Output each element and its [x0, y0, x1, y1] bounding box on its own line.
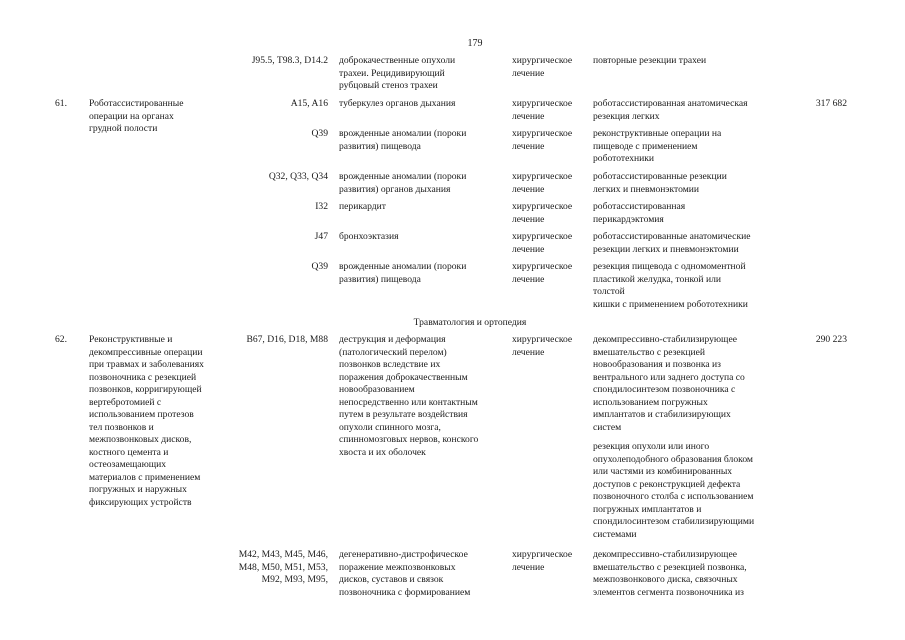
g61-row-method: роботассистированные резекции легких и пневмонэктомии — [593, 171, 727, 195]
g61-row-method: роботассистированные анатомические резекции легких и пневмонэктомии — [593, 231, 751, 255]
g61-row-treatment: хирургическое лечение — [512, 201, 573, 225]
g61-row-model: перикардит — [339, 201, 386, 212]
g62-row2-codes: M42, M43, M45, M46, M48, M50, M51, M53, M92, M93, M95, — [238, 549, 328, 585]
g62-row1-method-b: резекция опухоли или иного опухолеподобного образования блоком или частями из комбинированных доступов с реконструкцией дефекта позвоночного столба с использованием погружных имплантатов и спондилосинтезом стабилизирующими системами — [593, 441, 755, 540]
section-title: Травматология и ортопедия — [413, 317, 527, 328]
g61-row-treatment: хирургическое лечение — [512, 261, 573, 285]
group-61-name: Роботассистированные операции на органах грудной полости — [89, 98, 184, 134]
g61-row-codes: J47 — [314, 231, 328, 242]
g61-row-treatment: хирургическое лечение — [512, 231, 573, 255]
group-61-cost: 317 682 — [815, 98, 847, 109]
g61-row-model: бронхоэктазия — [339, 231, 399, 242]
prelude-model: доброкачественные опухоли трахеи. Рецидивирующий рубцовый стеноз трахеи — [339, 55, 456, 91]
g62-row2-treatment: хирургическое лечение — [512, 549, 573, 573]
page-number: 179 — [467, 38, 483, 49]
g62-row2-method: декомпрессивно-стабилизирующее вмешательство с резекцией позвонка, межпозвонкового диска, связочных элементов сегмента позвоночника из — [593, 549, 747, 598]
prelude-method: повторные резекции трахеи — [593, 55, 707, 66]
group-62-number: 62. — [55, 334, 67, 345]
g61-row-codes: Q39 — [311, 128, 328, 139]
group-62-name: Реконструктивные и декомпрессивные операции при травмах и заболеваниях позвоночника с резекцией позвонков, корригирующей вертебротомией с использованием протезов тел позвонков и межпозвонковых дисков, костного цемента и остеозамещающих материалов с применением погружных и наружных фиксирующих устройств — [89, 334, 204, 508]
g61-row-method: реконструктивные операции на пищеводе с применением робототехники — [593, 128, 722, 164]
g61-row-model: туберкулез органов дыхания — [339, 98, 456, 109]
g62-row1-treatment: хирургическое лечение — [512, 334, 573, 358]
g61-row-codes: Q32, Q33, Q34 — [268, 171, 328, 182]
g61-row-method: роботассистированная перикардэктомия — [593, 201, 686, 225]
g62-row2-model: дегенеративно-дистрофическое поражение межпозвонковых дисков, суставов и связок позвоночника с формированием — [339, 549, 471, 598]
g61-row-treatment: хирургическое лечение — [512, 128, 573, 152]
g62-row1-method-a: декомпрессивно-стабилизирующее вмешательство с резекцией новообразования и позвонка из вентрального или заднего доступа со спондилосинтезом позвоночника с использованием погружных имплантатов и стабилизирующих систем — [593, 334, 745, 433]
g61-row-codes: I32 — [315, 201, 328, 212]
g61-row-model: врожденные аномалии (пороки развития) пищевода — [339, 261, 467, 285]
group-62-cost: 290 223 — [815, 334, 847, 345]
group-61-number: 61. — [55, 98, 67, 109]
prelude-codes: J95.5, T98.3, D14.2 — [251, 55, 328, 66]
g61-row-codes: Q39 — [311, 261, 328, 272]
g61-row-treatment: хирургическое лечение — [512, 98, 573, 122]
prelude-treatment: хирургическое лечение — [512, 55, 573, 79]
g61-row-method: роботассистированная анатомическая резекция легких — [593, 98, 748, 122]
g62-row1-model: деструкция и деформация (патологический перелом) позвонков вследствие их поражения доброкачественным новообразованием непосредственно или контактным путем в результате воздействия опухоли спинного мозга, спинномозговых нервов, конского хвоста и их оболочек — [339, 334, 479, 458]
g61-row-treatment: хирургическое лечение — [512, 171, 573, 195]
g61-row-model: врожденные аномалии (пороки развития) пищевода — [339, 128, 467, 152]
g61-row-codes: A15, A16 — [290, 98, 328, 109]
g62-row1-codes: B67, D16, D18, M88 — [246, 334, 328, 345]
g61-row-model: врожденные аномалии (пороки развития) органов дыхания — [339, 171, 467, 195]
g61-row-method: резекция пищевода с одномоментной пластикой желудка, тонкой или толстой кишки с применением робототехники — [593, 261, 748, 310]
